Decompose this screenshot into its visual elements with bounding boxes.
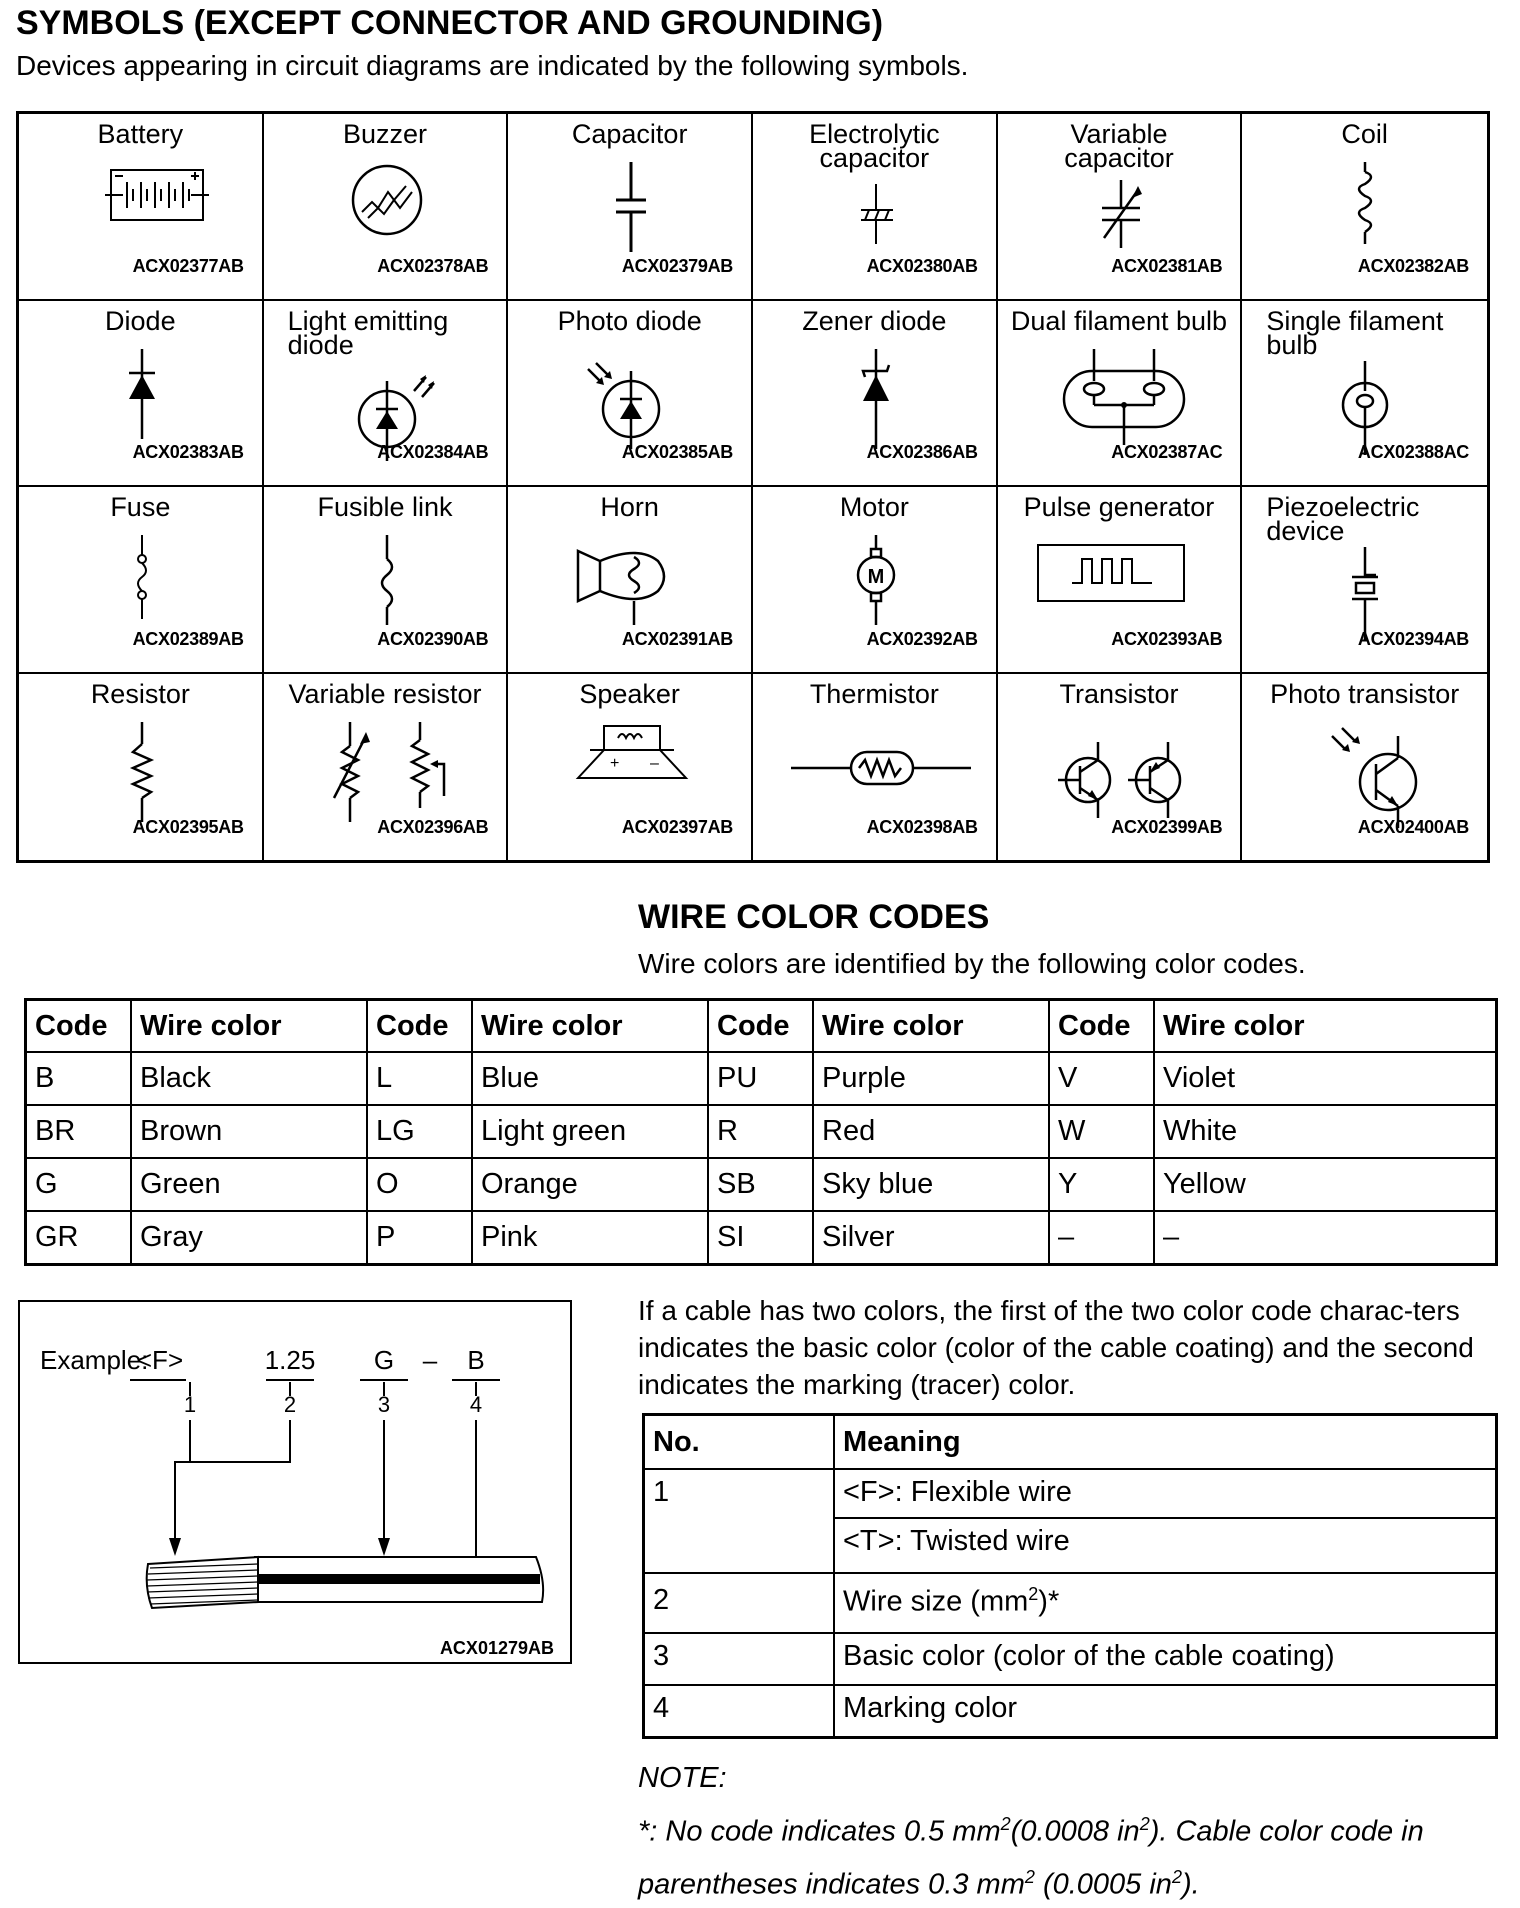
symbol-label: Light emitting diode xyxy=(287,305,449,360)
speaker-plus-glyph: + xyxy=(610,754,620,772)
symbol-cell-photo-diode xyxy=(508,301,753,488)
superscript: 2 xyxy=(1024,1866,1035,1887)
wire-color-cell: Sky blue xyxy=(813,1158,1049,1211)
symbol-label: Resistor xyxy=(90,678,190,709)
wire-code-cell: W xyxy=(1049,1105,1154,1158)
wire-color-cell: Yellow xyxy=(1154,1158,1497,1211)
superscript: 2 xyxy=(1171,1866,1182,1887)
symbol-cell-electrolytic-capacitor xyxy=(753,114,998,301)
col-header: Code xyxy=(1049,1000,1154,1053)
symbol-label: Photo transistor xyxy=(1270,678,1460,709)
symbol-label: Diode xyxy=(105,305,176,336)
meaning-header-row xyxy=(644,1415,1497,1470)
wire-color-cell: Silver xyxy=(813,1211,1049,1265)
symbol-label: Photo diode xyxy=(557,305,702,336)
symbol-label: Variable capacitor xyxy=(1064,119,1174,173)
symbol-label: Transistor xyxy=(1059,678,1179,709)
example-part-1: <F> xyxy=(136,1345,184,1375)
symbol-code: ACX02391AB xyxy=(621,628,733,649)
wire-code-cell: SI xyxy=(708,1211,813,1265)
symbol-code: ACX02380AB xyxy=(866,255,978,276)
table-row xyxy=(26,1052,1497,1105)
example-part-4: B xyxy=(467,1345,485,1375)
example-num-1: 1 xyxy=(183,1392,197,1417)
symbol-cell-fusible-link xyxy=(264,487,509,674)
symbol-label: Motor xyxy=(839,492,909,522)
meaning-no: 2 xyxy=(644,1573,835,1633)
two-color-explanation: If a cable has two colors, the first of the two color code charac-ters indicates the basic color (color of the cable coating) and the second indicates the marking (tracer) color. xyxy=(638,1295,1474,1400)
example-label: Example: xyxy=(40,1345,149,1375)
symbol-label: Single filament bulb xyxy=(1266,305,1444,360)
wire-size-text: Wire size (mm xyxy=(843,1585,1029,1618)
wire-color-cell: Black xyxy=(131,1052,367,1105)
symbol-code: ACX02399AB xyxy=(1111,817,1223,837)
note-text xyxy=(638,1802,1518,1907)
page-title: SYMBOLS (EXCEPT CONNECTOR AND GROUNDING) xyxy=(16,4,884,42)
symbol-cell-horn xyxy=(508,487,753,674)
symbol-label: Dual filament bulb xyxy=(1010,305,1228,336)
symbol-cell-motor xyxy=(753,487,998,674)
symbol-code: ACX02388AC xyxy=(1357,442,1469,462)
symbol-label: Buzzer xyxy=(342,119,427,149)
symbol-code: ACX02387AC xyxy=(1111,442,1223,462)
example-part-2: 1.25 xyxy=(264,1345,316,1375)
symbol-code: ACX02381AB xyxy=(1111,255,1223,276)
col-header: Wire color xyxy=(1154,1000,1497,1053)
example-part-3: G xyxy=(373,1345,395,1375)
wire-diagram xyxy=(20,1302,570,1662)
symbol-cell-led xyxy=(264,301,509,488)
col-header: Wire color xyxy=(472,1000,708,1053)
note-part: ). Cable color code in parentheses indicates 0.3 mm xyxy=(638,1815,1424,1901)
wire-color-cell: Violet xyxy=(1154,1052,1497,1105)
meaning-text: Marking color xyxy=(834,1685,1497,1737)
symbol-label: Horn xyxy=(600,492,659,522)
symbol-cell-variable-resistor xyxy=(264,674,509,861)
symbol-code: ACX02377AB xyxy=(132,255,244,276)
symbol-cell-diode xyxy=(19,301,264,488)
col-header: Meaning xyxy=(834,1415,1497,1470)
wire-code-cell: L xyxy=(367,1052,472,1105)
meaning-flexible: <F>: Flexible wire xyxy=(843,1476,1072,1508)
symbol-code: ACX02390AB xyxy=(377,628,489,649)
wire-color-cell: – xyxy=(1154,1211,1497,1265)
note-label: NOTE: xyxy=(638,1762,727,1794)
symbol-code: ACX02389AB xyxy=(132,628,244,649)
wire-code-cell: – xyxy=(1049,1211,1154,1265)
symbol-cell-piezoelectric-device xyxy=(1242,487,1487,674)
wire-code-cell: O xyxy=(367,1158,472,1211)
meaning-row-2 xyxy=(644,1573,1497,1633)
example-dash: – xyxy=(422,1345,438,1375)
speaker-icon xyxy=(538,722,724,832)
wire-code-cell: PU xyxy=(708,1052,813,1105)
wire-color-cell: Gray xyxy=(131,1211,367,1265)
symbol-label: Speaker xyxy=(579,678,680,709)
wire-code-cell: Y xyxy=(1049,1158,1154,1211)
meaning-row-3 xyxy=(644,1633,1497,1685)
meaning-row-4 xyxy=(644,1685,1497,1737)
symbol-code: ACX02397AB xyxy=(621,817,733,837)
symbol-code: ACX02386AB xyxy=(866,442,978,462)
symbol-cell-transistor xyxy=(998,674,1243,861)
variable-resistor-icon xyxy=(294,722,480,832)
symbol-code: ACX02379AB xyxy=(621,255,733,276)
symbol-label: Coil xyxy=(1341,119,1388,149)
symbol-cell-pulse-generator xyxy=(998,487,1243,674)
resistor-icon xyxy=(49,722,235,832)
symbol-code: ACX02384AB xyxy=(377,442,489,462)
wire-cable xyxy=(147,1557,543,1608)
symbol-code: ACX02395AB xyxy=(132,817,244,837)
symbol-label: Battery xyxy=(97,119,184,149)
thermistor-icon xyxy=(783,722,969,832)
symbol-cell-zener-diode xyxy=(753,301,998,488)
symbol-code: ACX02393AB xyxy=(1111,628,1223,649)
example-figure-code: ACX01279AB xyxy=(439,1638,554,1658)
symbol-label: Pulse generator xyxy=(1023,492,1215,522)
symbol-code: ACX02394AB xyxy=(1357,628,1469,649)
symbol-cell-capacitor xyxy=(508,114,753,301)
symbol-label: Fusible link xyxy=(317,492,453,522)
col-header: Wire color xyxy=(131,1000,367,1053)
symbol-code: ACX02396AB xyxy=(377,817,489,837)
meaning-row-1 xyxy=(644,1469,1497,1573)
symbol-cell-dual-filament-bulb xyxy=(998,301,1243,488)
table-row xyxy=(26,1211,1497,1265)
wire-color-cell: Blue xyxy=(472,1052,708,1105)
symbol-cell-thermistor xyxy=(753,674,998,861)
wire-code-cell: BR xyxy=(26,1105,132,1158)
photo-transistor-icon xyxy=(1272,722,1458,832)
note-part: *: No code indicates 0.5 mm xyxy=(638,1815,1001,1848)
meaning-text xyxy=(834,1573,1497,1633)
wire-code-cell: GR xyxy=(26,1211,132,1265)
wire-color-cell: Brown xyxy=(131,1105,367,1158)
col-header: Code xyxy=(367,1000,472,1053)
symbol-cell-photo-transistor xyxy=(1242,674,1487,861)
symbol-label: Thermistor xyxy=(809,678,939,709)
transistor-icon xyxy=(1028,722,1214,832)
wire-color-cell: Red xyxy=(813,1105,1049,1158)
wire-color-cell: Purple xyxy=(813,1052,1049,1105)
wire-color-table xyxy=(24,998,1498,1266)
wire-color-cell: White xyxy=(1154,1105,1497,1158)
wire-color-cell: Pink xyxy=(472,1211,708,1265)
symbol-cell-battery xyxy=(19,114,264,301)
symbol-code: ACX02398AB xyxy=(866,817,978,837)
symbol-cell-single-filament-bulb xyxy=(1242,301,1487,488)
symbol-cell-resistor xyxy=(19,674,264,861)
symbol-label: Zener diode xyxy=(802,305,947,336)
symbol-cell-fuse xyxy=(19,487,264,674)
example-num-4: 4 xyxy=(469,1392,483,1417)
wire-section-title: WIRE COLOR CODES xyxy=(638,898,990,936)
wire-code-cell: R xyxy=(708,1105,813,1158)
wire-code-cell: B xyxy=(26,1052,132,1105)
note-part: ). xyxy=(1181,1868,1200,1901)
motor-m-glyph: M xyxy=(867,566,885,588)
symbol-code: ACX02378AB xyxy=(377,255,489,276)
wire-size-end: )* xyxy=(1038,1585,1060,1618)
wire-color-cell: Light green xyxy=(472,1105,708,1158)
col-header: No. xyxy=(644,1415,835,1470)
symbol-code: ACX02385AB xyxy=(621,442,733,462)
superscript: 2 xyxy=(1139,1814,1150,1834)
superscript: 2 xyxy=(1000,1814,1011,1834)
meaning-text xyxy=(834,1469,1497,1573)
meaning-text: Basic color (color of the cable coating) xyxy=(834,1633,1497,1685)
table-row xyxy=(26,1158,1497,1211)
symbol-cell-variable-capacitor xyxy=(998,114,1243,301)
intro-text: Devices appearing in circuit diagrams are indicated by the following symbols. xyxy=(16,50,969,81)
symbol-cell-buzzer xyxy=(264,114,509,301)
meaning-twisted: <T>: Twisted wire xyxy=(835,1517,1495,1558)
wire-table-header xyxy=(26,1000,1497,1053)
symbol-code: ACX02400AB xyxy=(1357,817,1469,837)
col-header: Code xyxy=(708,1000,813,1053)
col-header: Wire color xyxy=(813,1000,1049,1053)
wire-code-cell: SB xyxy=(708,1158,813,1211)
wire-intro-text: Wire colors are identified by the following color codes. xyxy=(638,948,1306,979)
wire-code-cell: LG xyxy=(367,1105,472,1158)
symbol-code: ACX02383AB xyxy=(132,442,244,462)
wire-color-cell: Orange xyxy=(472,1158,708,1211)
leader-lines xyxy=(175,1382,476,1562)
wire-code-cell: V xyxy=(1049,1052,1154,1105)
symbols-table xyxy=(16,111,1490,863)
meaning-table xyxy=(642,1413,1498,1739)
meaning-no: 1 xyxy=(644,1469,835,1573)
symbol-label: Variable resistor xyxy=(288,678,482,709)
wire-color-cell: Green xyxy=(131,1158,367,1211)
symbol-cell-coil xyxy=(1242,114,1487,301)
meaning-no: 4 xyxy=(644,1685,835,1737)
superscript: 2 xyxy=(1028,1584,1039,1604)
wire-example-figure xyxy=(18,1300,572,1664)
symbol-code: ACX02382AB xyxy=(1357,255,1469,276)
wire-code-cell: P xyxy=(367,1211,472,1265)
symbol-label: Capacitor xyxy=(571,119,688,149)
symbol-cell-speaker xyxy=(508,674,753,861)
symbol-label: Piezoelectric device xyxy=(1266,492,1420,546)
meaning-no: 3 xyxy=(644,1633,835,1685)
col-header: Code xyxy=(26,1000,132,1053)
note-part: (0.0008 in xyxy=(1010,1815,1140,1848)
table-row xyxy=(26,1105,1497,1158)
speaker-minus-glyph: – xyxy=(650,754,660,772)
example-num-3: 3 xyxy=(377,1392,391,1417)
wire-code-cell: G xyxy=(26,1158,132,1211)
example-num-2: 2 xyxy=(283,1392,297,1417)
note-part: (0.0005 in xyxy=(1034,1868,1172,1901)
symbol-label: Electrolytic capacitor xyxy=(809,119,940,173)
symbol-label: Fuse xyxy=(110,492,171,522)
symbol-code: ACX02392AB xyxy=(866,628,978,649)
